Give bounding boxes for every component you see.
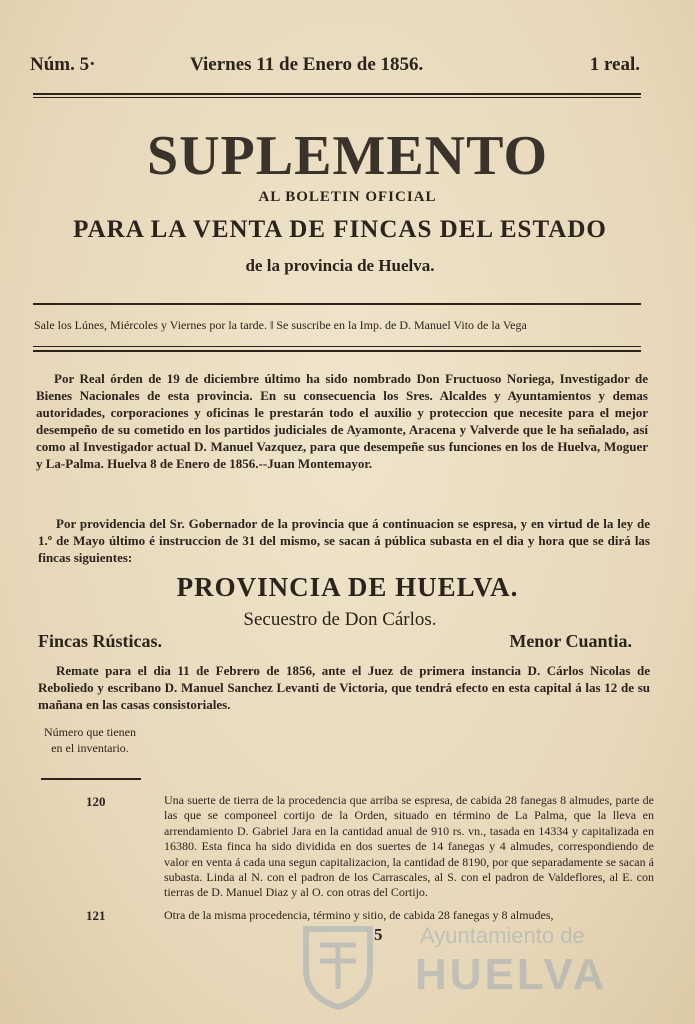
subject-title: PARA LA VENTA DE FINCAS DEL ESTADO — [73, 216, 607, 243]
entry-text-121: Otra de la misma procedencia, término y sitio, de cabida 28 fanegas y 8 almudes, — [164, 908, 554, 922]
notice-paragraph-2 — [38, 515, 650, 566]
entry-number-120: 120 — [86, 794, 106, 809]
notice-paragraph-1 — [36, 370, 648, 472]
inventory-header-rule — [41, 778, 141, 780]
archive-watermark — [290, 915, 620, 1005]
issue-date: Viernes 11 de Enero de 1856. — [190, 54, 424, 75]
province-heading: PROVINCIA DE HUELVA. — [176, 572, 519, 602]
top-rule — [33, 93, 641, 95]
lower-rule — [33, 350, 641, 352]
issue-number: Núm. 5· — [30, 54, 96, 75]
main-title: SUPLEMENTO — [146, 125, 549, 187]
coat-of-arms-icon — [290, 915, 386, 1011]
menor-cuantia-label: Menor Cuantia. — [509, 631, 632, 651]
notice-paragraph-3 — [38, 662, 650, 713]
middle-rule — [33, 303, 641, 305]
lower-rule-thin — [33, 346, 641, 347]
masthead-header — [30, 54, 640, 82]
entry-number-121: 121 — [86, 908, 106, 923]
entry-text-120: Una suerte de tierra de la procedencia que arriba se espresa, de cabida 28 fanegas 8 almudes, parte de las que se componeel cortijo de la Orden, situado en término de La Palma, que la lleva en arrendamiento D. Gabriel Jara en la cantidad anual de 910 rs. vn., tasada en 14334 y capitalizada en 16380. Esta finca ha sido dividida en dos suertes de 14 fanegas y 4 almudes, correspondiendo de valor en venta á cada una segun capitalizacion, la cantidad de 8190, por que separadamente se sacan á subasta. Linda al N. con el padron de los Carrascales, al S. con el padron de Valdeflores, al E. con tierras de D. Manuel Diaz y al O. con otras del Cortijo. — [164, 793, 654, 900]
secuestro-heading: Secuestro de Don Cárlos. — [243, 609, 437, 630]
watermark-line-2: HUELVA — [415, 950, 608, 999]
notice-1-text: Por Real órden de 19 de diciembre último ha sido nombrado Don Fructuoso Noriega, Investigador de Bienes Nacionales de esta provincia. En su consecuencia los Sres. Alcaldes y Ayuntamientos y demas autoridades, corporaciones y oficinas le prestarán todo el auxilio y proteccion que necesite para el mejor desempeño de su cometido en los partidos judiciales de Ayamonte, Aracena y Valverde que le ha señalado, así como al Investigador actual D. Manuel Vazquez, para que desempeñe sus funciones en los de Huelva, Moguer y La-Palma. Huelva 8 de Enero de 1856.--Juan Montemayor. — [36, 371, 648, 471]
page-number: 5 — [374, 925, 383, 944]
issue-price: 1 real. — [589, 54, 640, 75]
inventory-column-header: Número que tienen en el inventario. — [44, 725, 136, 755]
notice-2-text: Por providencia del Sr. Gobernador de la provincia que á continuacion se espresa, y en virtud de la ley de 1.º de Mayo último é instruccion de 31 del mismo, se sacan á pública subasta en el dia y hora que se dirá las fincas siguientes: — [38, 516, 650, 565]
watermark-line-1: Ayuntamiento de — [420, 923, 585, 948]
subtitle: AL BOLETIN OFICIAL — [258, 189, 437, 205]
province-line: de la provincia de Huelva. — [245, 256, 435, 275]
fincas-rusticas-label: Fincas Rústicas. — [38, 631, 163, 651]
top-rule-thin — [33, 97, 641, 98]
notice-3-text: Remate para el dia 11 de Febrero de 1856, ante el Juez de primera instancia D. Cárlos Nicolas de Reboliedo y escribano D. Manuel Sanchez Levanti de Victoria, que tendrá efecto en esta capital á las 12 de su mañana en las casas consistoriales. — [38, 663, 650, 712]
publication-note: Sale los Lúnes, Miércoles y Viernes por la tarde. ‖ Se suscribe en la Imp. de D. Manuel Vito de la Vega — [34, 318, 527, 332]
